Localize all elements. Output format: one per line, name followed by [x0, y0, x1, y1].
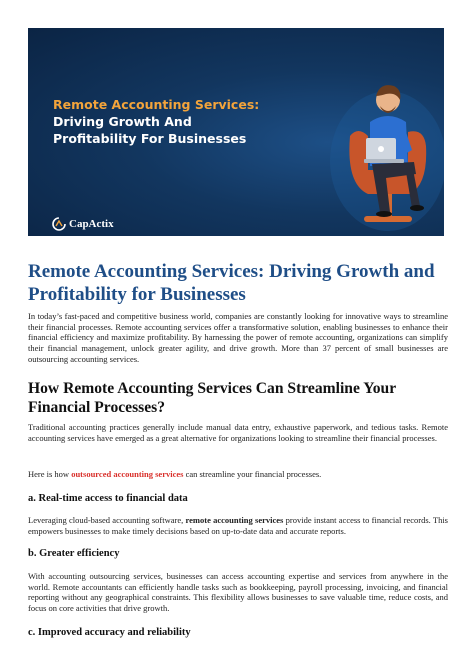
point-a-paragraph	[28, 515, 448, 536]
banner-title-line1: Remote Accounting Services:	[53, 97, 260, 112]
here-pre-text: Here is how	[28, 469, 72, 479]
capactix-logo	[52, 216, 114, 232]
point-a-heading: a. Real-time access to financial data	[28, 493, 188, 504]
hero-banner	[28, 28, 444, 236]
point-a-post-text: provide instant access to financial records. This empowers businesses to make timely decisions based on up-to-date data and accurate reports.	[28, 515, 448, 536]
section-heading: How Remote Accounting Services Can Streamline Your Financial Processes?	[28, 380, 396, 416]
person-with-laptop-illustration	[328, 66, 444, 234]
banner-title	[53, 96, 313, 147]
here-is-how-paragraph	[28, 469, 448, 480]
banner-title-line3: Profitability For Businesses	[53, 131, 247, 146]
banner-title-line2: Driving Growth And	[53, 114, 192, 129]
article-title: Remote Accounting Services: Driving Growth and Profitability for Businesses	[28, 261, 435, 305]
point-a-bold-text: remote accounting services	[185, 515, 284, 525]
section-intro-paragraph: Traditional accounting practices generally include manual data entry, exhaustive paperwork, and tedious tasks. Remote accounting services have emerged as a great alternative for organizations looking to streamline their financial processes.	[28, 422, 448, 443]
point-b-heading: b. Greater efficiency	[28, 548, 120, 559]
intro-paragraph: In today’s fast-paced and competitive business world, companies are constantly looking for innovative ways to streamline their financial processes. Remote accounting services offer a transformative solution, enabling businesses to enhance their financial efficiency and maximize profitability. By harnessing the power of remote accounting, organizations can simplify their financial management, unlock greater agility, and drive growth. More than 37 percent of small businesses are outsourcing accounting services.	[28, 311, 448, 364]
point-c-heading: c. Improved accuracy and reliability	[28, 627, 191, 638]
outsourced-accounting-link[interactable]: outsourced accounting services	[71, 469, 184, 479]
here-post-text: can streamline your financial processes.	[183, 469, 322, 479]
point-b-paragraph: With accounting outsourcing services, businesses can access accounting expertise and services from anywhere in the world. Remote accountants can efficiently handle tasks such as bookkeeping, payroll processing, invoicing, and financial reporting without any geographical constraints. This flexibility allows businesses to save valuable time, reduce costs, and focus on core activities that drive growth.	[28, 571, 448, 614]
logo-text: CapActix	[69, 218, 114, 230]
point-a-pre-text: Leveraging cloud-based accounting software,	[28, 515, 186, 525]
logo-icon	[52, 217, 66, 231]
